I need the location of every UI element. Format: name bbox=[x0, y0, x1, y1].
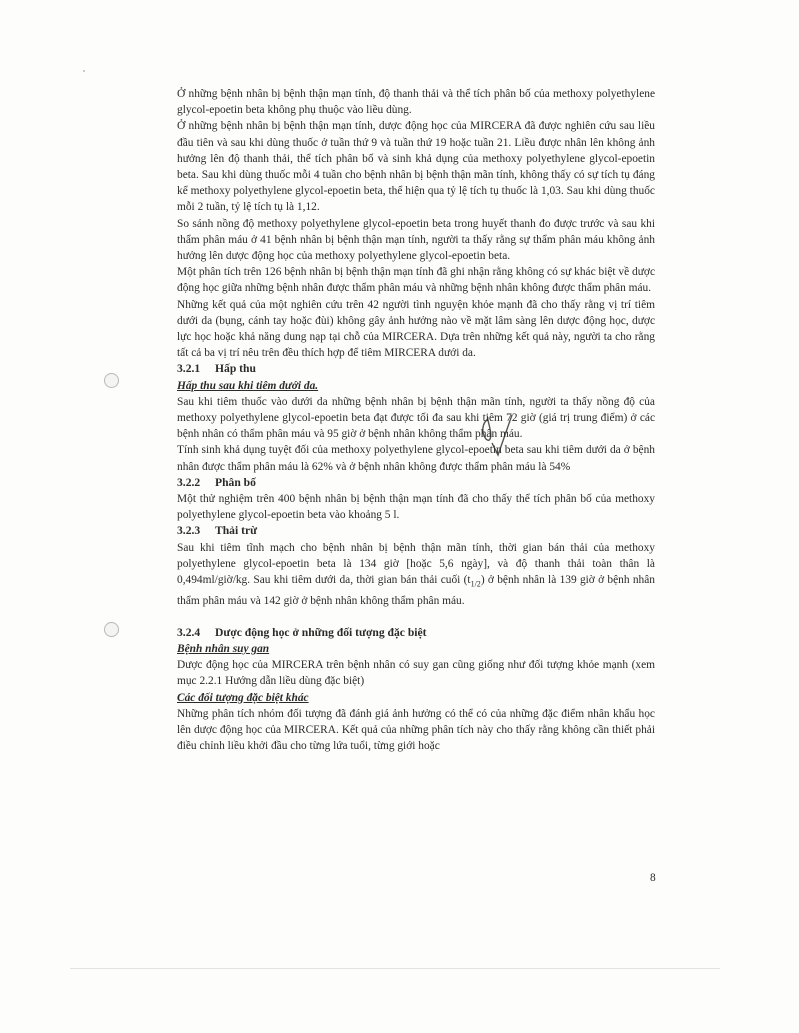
spacer bbox=[177, 609, 655, 625]
paragraph: Sau khi tiêm thuốc vào dưới da những bệnh nhân bị bệnh thận mãn tính, người ta thấy nồng độ của methoxy polyethylene glycol-epoetin beta đạt được tối đa sau khi tiêm 72 giờ (giá trị trung điểm) ở các bệnh nhân có thẩm phân máu và 95 giờ ở bệnh nhân không thẩm phân máu. bbox=[177, 395, 655, 441]
section-heading-3-2-4 bbox=[177, 625, 655, 641]
punch-hole-icon bbox=[104, 622, 119, 637]
scan-edge-line bbox=[70, 968, 720, 969]
paragraph: Dược động học của MIRCERA trên bệnh nhân có suy gan cũng giống như đối tượng khỏe mạnh (xem mục 2.2.1 Hướng dẫn liều dùng đặc biệt) bbox=[177, 659, 655, 688]
paragraph: Một thử nghiệm trên 400 bệnh nhân bị bệnh thận mạn tính đã cho thấy thể tích phân bố của methoxy polyethylene glycol-epoetin beta vào khoảng 5 l. bbox=[177, 493, 655, 522]
section-heading-3-2-1 bbox=[177, 361, 655, 377]
section-heading-3-2-3 bbox=[177, 523, 655, 539]
section-number: 3.2.1 bbox=[177, 362, 201, 376]
subheading-text: Bệnh nhân suy gan bbox=[177, 642, 270, 655]
section-title: Thải trừ bbox=[215, 524, 258, 538]
paragraph: Ở những bệnh nhân bị bệnh thận mạn tính, độ thanh thải và thể tích phân bố của methoxy polyethylene glycol-epoetin beta không phụ thuộc vào liều dùng. bbox=[177, 88, 655, 117]
section-title: Dược động học ở những đối tượng đặc biệt bbox=[215, 625, 427, 639]
subscript: 1/2 bbox=[470, 579, 481, 589]
subheading-text: Hấp thu sau khi tiêm dưới da. bbox=[177, 379, 319, 392]
paragraph-text: ) ở bệnh nhân là 139 giờ ở bệnh nhân thẩm phân máu và 142 giờ ở bệnh nhân không thẩm phân máu. bbox=[177, 574, 655, 607]
section-title: Hấp thu bbox=[215, 362, 256, 376]
paragraph: Tính sinh khả dụng tuyệt đối của methoxy polyethylene glycol-epoetin beta sau khi tiêm dưới da ở bệnh nhân được thẩm phân máu là 62% và ở bệnh nhân không được thẩm phân máu là 54% bbox=[177, 444, 655, 473]
section-title: Phân bố bbox=[215, 475, 256, 489]
paragraph: So sánh nồng độ methoxy polyethylene glycol-epoetin beta trong huyết thanh đo được trước và sau khi thẩm phân máu ở 41 bệnh nhân bị bệnh thận mạn tính, người ta thấy rằng sự thẩm phân máu không ảnh hưởng lên dược động học của methoxy polyethylene glycol-epoetin beta. bbox=[177, 217, 655, 263]
paragraph-text: Sau khi tiêm tĩnh mạch cho bệnh nhân bị bệnh thận mãn tính, thời gian bán thải của methoxy polyethylene glycol-epoetin beta là 134 giờ [hoặc 5,6 ngày], và độ thanh thải toàn thân là 0,494ml/giờ/kg. Sau khi tiêm dưới da, thời gian bán thải cuối (t bbox=[177, 541, 655, 587]
paragraph: Ở những bệnh nhân bị bệnh thận mạn tính, dược động học của MIRCERA đã được nghiên cứu sau liều đầu tiên và sau khi dùng thuốc ở tuần thứ 9 và tuần thứ 19 hoặc tuần 21. Liều được nhân lên không ảnh hưởng lên độ thanh thải, thể tích phân bố và sinh khả dụng của methoxy polyethylene glycol-epoetin beta. Sau khi dùng thuốc mỗi 4 tuần cho bệnh nhân bị bệnh thận mãn tính, không thấy có sự tích tụ đáng kể methoxy polyethylene glycol-epoetin beta, thể hiện qua tỷ lệ tích tụ thuốc là 1,03. Sau khi dùng thuốc mỗi 2 tuần, tỷ lệ tích tụ là 1,12. bbox=[177, 120, 655, 214]
subheading bbox=[177, 690, 655, 706]
punch-hole-icon bbox=[104, 373, 119, 388]
paragraph: Những phân tích nhóm đối tượng đã đánh giá ảnh hưởng có thể có của những đặc điểm nhân khẩu học lên dược động học của MIRCERA. Kết quả của những phân tích này cho thấy rằng không cần thiết phải điều chỉnh liều khởi đầu cho từng lứa tuổi, từng giới hoặc bbox=[177, 707, 655, 753]
paragraph: Một phân tích trên 126 bệnh nhân bị bệnh thận mạn tính đã ghi nhận rằng không có sự khác biệt về dược động học giữa những bệnh nhân được thẩm phân máu và những bệnh nhân không được thẩm phân máu. bbox=[177, 266, 655, 295]
paragraph bbox=[177, 540, 655, 609]
subheading-text: Các đối tượng đặc biệt khác bbox=[177, 691, 309, 704]
section-heading-3-2-2 bbox=[177, 475, 655, 491]
scan-speck bbox=[83, 70, 85, 72]
subheading bbox=[177, 641, 655, 657]
page-number: 8 bbox=[650, 872, 656, 884]
document-body bbox=[177, 86, 655, 754]
section-number: 3.2.4 bbox=[177, 625, 201, 639]
section-number: 3.2.3 bbox=[177, 524, 201, 538]
section-number: 3.2.2 bbox=[177, 475, 201, 489]
subheading bbox=[177, 378, 655, 394]
paragraph: Những kết quả của một nghiên cứu trên 42 người tình nguyện khỏe mạnh đã cho thấy rằng vị trí tiêm dưới da (bụng, cánh tay hoặc đùi) không gây ảnh hưởng nào về mặt lâm sàng lên dược động học, dược lực học hoặc khả năng dung nạp tại chỗ của MIRCERA. Dựa trên những kết quả này, người ta cho rằng tất cả ba vị trí nêu trên đều thích hợp để tiêm MIRCERA dưới da. bbox=[177, 298, 655, 360]
